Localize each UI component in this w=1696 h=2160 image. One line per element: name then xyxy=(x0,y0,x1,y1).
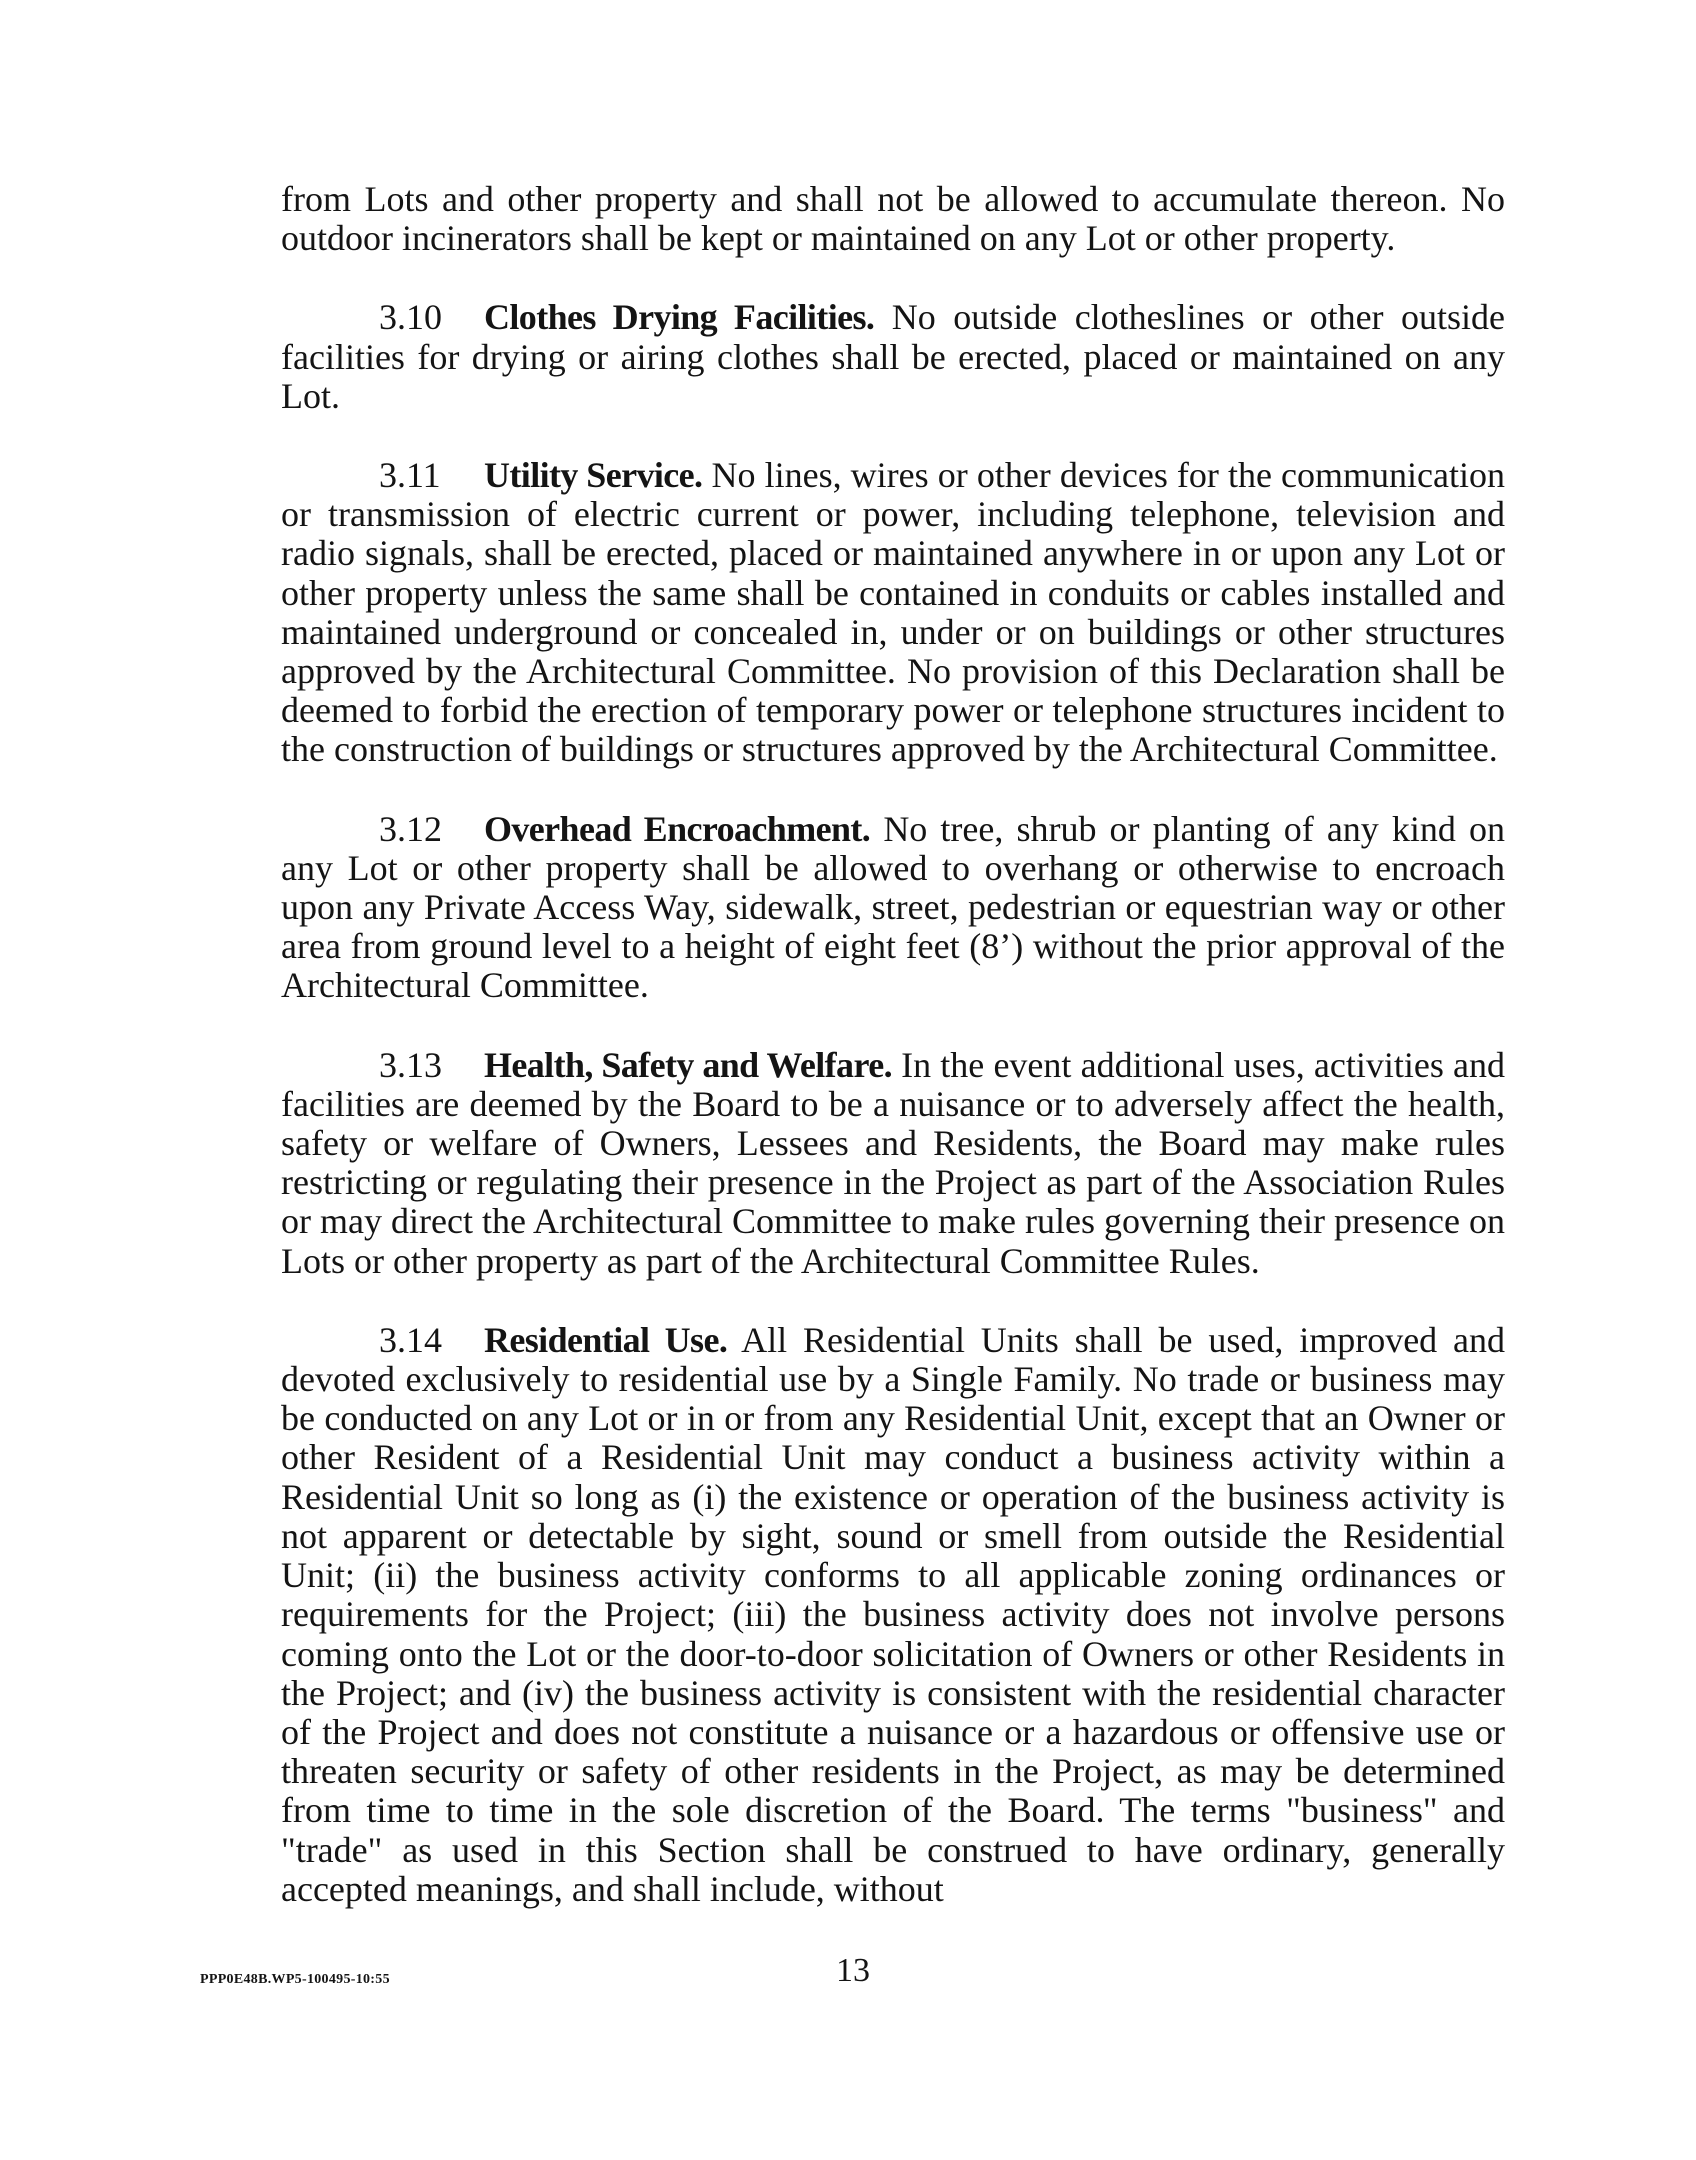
section-heading: Health, Safety and Welfare. xyxy=(484,1044,892,1085)
page-body xyxy=(281,180,1505,1949)
section-3-11 xyxy=(281,456,1505,770)
section-number: 3.13 xyxy=(379,1044,442,1085)
section-number: 3.10 xyxy=(379,297,442,338)
paragraph-continuation xyxy=(281,180,1505,258)
section-number: 3.14 xyxy=(379,1319,442,1360)
section-text: All Residential Units shall be used, improved and devoted exclusively to residential use by a Single Family. No trade or business may be conducted on any Lot or in or from any Residential Unit, except that an Owner or other Resident of a Residential Unit may conduct a business activity within a Residential Unit so long as (i) the existence or operation of the business activity is not apparent or detectable by sight, sound or smell from outside the Residential Unit; (ii) the business activity conforms to all applicable zoning ordinances or requirements for the Project; (iii) the business activity does not involve persons coming onto the Lot or the door-to-door solicitation of Owners or other Residents in the Project; and (iv) the business activity is consistent with the residential character of the Project and does not constitute a nuisance or a hazardous or offensive use or threaten security or safety of other residents in the Project, as may be determined from time to time in the sole discretion of the Board. The terms "business" and "trade" as used in this Section shall be construed to have ordinary, generally accepted meanings, and shall include, without xyxy=(281,1319,1506,1909)
paragraph-text: from Lots and other property and shall not be allowed to accumulate thereon. No outdoor incinerators shall be kept or maintained on any Lot or other property. xyxy=(281,179,1505,259)
section-3-10 xyxy=(281,298,1505,416)
section-3-12 xyxy=(281,810,1505,1006)
section-heading: Utility Service. xyxy=(484,455,703,496)
section-heading: Overhead Encroachment. xyxy=(484,808,871,849)
footer-document-id: PPP0E48B.WP5-100495-10:55 xyxy=(200,1972,390,1987)
page-number: 13 xyxy=(836,1952,870,1989)
section-number: 3.12 xyxy=(379,808,442,849)
section-heading: Clothes Drying Facilities. xyxy=(484,297,875,338)
section-text: No lines, wires or other devices for the communication or transmission of electric current or power, including telephone, television and radio signals, shall be erected, placed or maintained anywhere in or upon any Lot or other property unless the same shall be contained in conduits or cables installed and maintained underground or concealed in, under or on buildings or other structures approved by the Architectural Committee. No provision of this Declaration shall be deemed to forbid the erection of temporary power or telephone structures incident to the construction of buildings or structures approved by the Architectural Committee. xyxy=(281,455,1506,770)
section-heading: Residential Use. xyxy=(484,1319,728,1360)
section-3-14 xyxy=(281,1321,1505,1909)
section-3-13 xyxy=(281,1046,1505,1281)
section-number: 3.11 xyxy=(379,455,441,496)
section-text: No tree, shrub or planting of any kind on any Lot or other property shall be allowed to overhang or otherwise to encroach upon any Private Access Way, sidewalk, street, pedestrian or equestrian way or other area from ground level to a height of eight feet (8’) without the prior approval of the Architectural Committee. xyxy=(281,808,1505,1006)
section-text: No outside clotheslines or other outside facilities for drying or airing clothes shall be erected, placed or maintained on any Lot. xyxy=(281,297,1506,416)
section-text: In the event additional uses, activities and facilities are deemed by the Board to be a nuisance or to adversely affect the health, safety or welfare of Owners, Lessees and Residents, the Board may make rules restricting or regulating their presence in the Project as part of the Association Rules or may direct the Architectural Committee to make rules governing their presence on Lots or other property as part of the Architectural Committee Rules. xyxy=(281,1044,1505,1281)
